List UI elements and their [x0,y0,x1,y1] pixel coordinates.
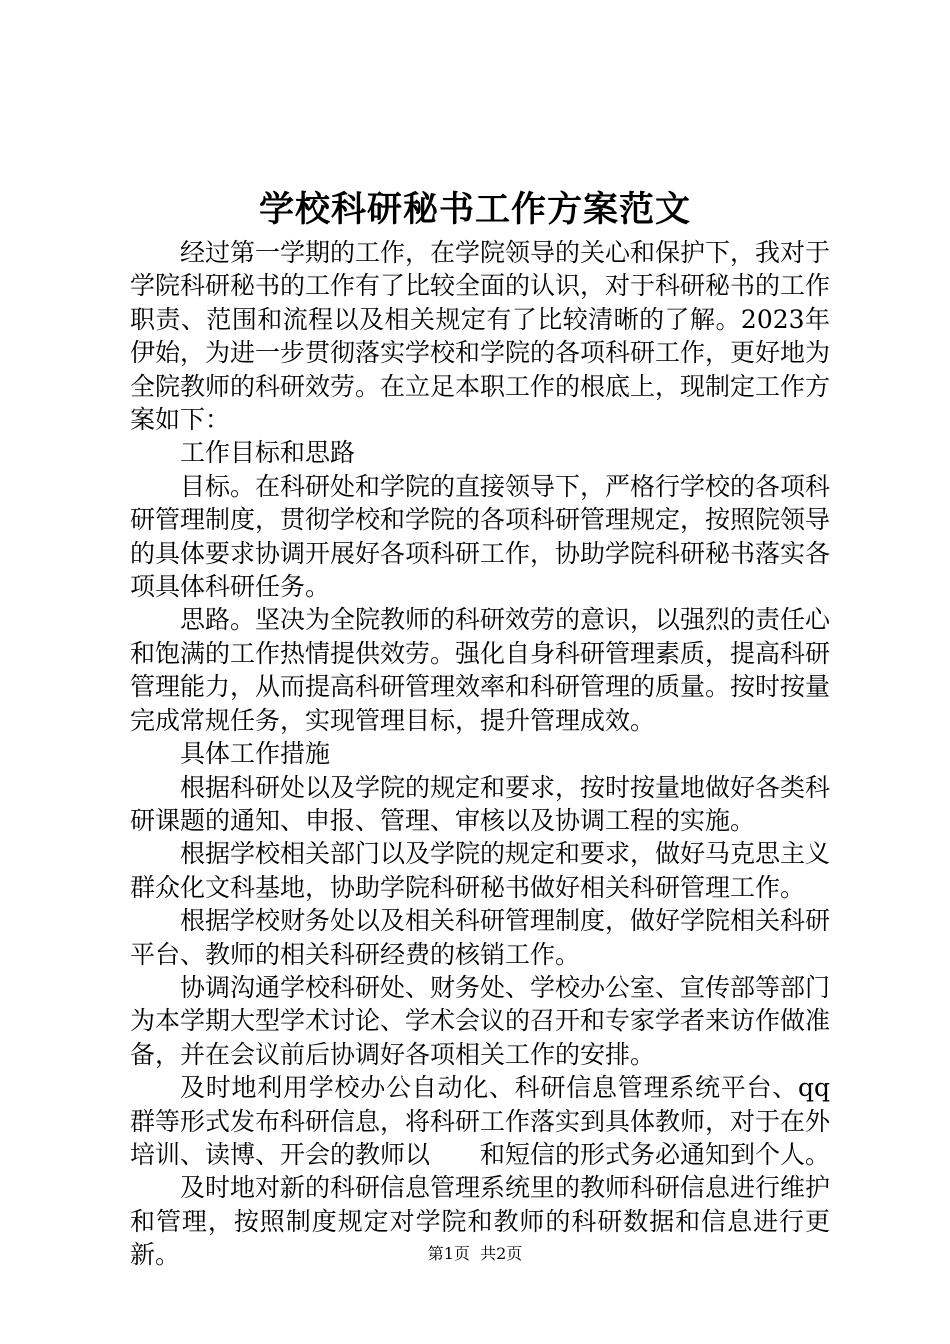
paragraph-measure-6: 及时地对新的科研信息管理系统里的教师科研信息进行维护和管理，按照制度规定对学院和教师的科研数据和信息进行更新。 [130,1173,831,1270]
paragraph-measure-1: 根据科研处以及学院的规定和要求，按时按量地做好各类科研课题的通知、申报、管理、审核以及协调工程的实施。 [130,772,831,835]
paragraph-measure-4: 协调沟通学校科研处、财务处、学校办公室、宣传部等部门为本学期大型学术讨论、学术会议的召开和专家学者来访作做准备，并在会议前后协调好各项相关工作的安排。 [130,972,831,1069]
paragraph-goal: 目标。在科研处和学院的直接领导下，严格行学校的各项科研管理制度，贯彻学校和学院的各项科研管理规定，按照院领导的具体要求协调开展好各项科研工作，协助学院科研秘书落实各项具体科研任务。 [130,471,831,602]
paragraph-measure-3: 根据学校财务处以及相关科研管理制度，做好学院相关科研平台、教师的相关科研经费的核销工作。 [130,906,831,969]
paragraph-intro: 经过第一学期的工作，在学院领导的关心和保护下，我对于学院科研秘书的工作有了比较全面的认识，对于科研秘书的工作职责、范围和流程以及相关规定有了比较清晰的了解。2023年伊始，为进一步贯彻落实学校和学院的各项科研工作，更好地为全院教师的科研效劳。在立足本职工作的根底上，现制定工作方案如下： [130,238,831,435]
document-body [130,236,830,1272]
section-heading-measures: 具体工作措施 [180,739,331,769]
section-heading-goals: 工作目标和思路 [180,438,356,468]
paragraph-measure-2: 根据学校相关部门以及学院的规定和要求，做好马克思主义群众化文科基地，协助学院科研秘书做好相关科研管理工作。 [130,839,831,902]
document-title: 学校科研秘书工作方案范文 [258,189,691,230]
page-footer [0,1242,950,1266]
page-number: 第1页 [427,1244,470,1263]
page-total: 共2页 [480,1244,523,1263]
paragraph-approach: 思路。坚决为全院教师的科研效劳的意识，以强烈的责任心和饱满的工作热情提供效劳。强化自身科研管理素质，提高科研管理能力，从而提高科研管理效率和科研管理的质量。按时按量完成常规任务，实现管理目标，提升管理成效。 [130,605,831,735]
paragraph-measure-5: 及时地利用学校办公自动化、科研信息管理系统平台、qq群等形式发布科研信息，将科研工作落实到具体教师，对于在外培训、读博、开会的教师以 和短信的形式务必通知到个人。 [130,1073,831,1169]
